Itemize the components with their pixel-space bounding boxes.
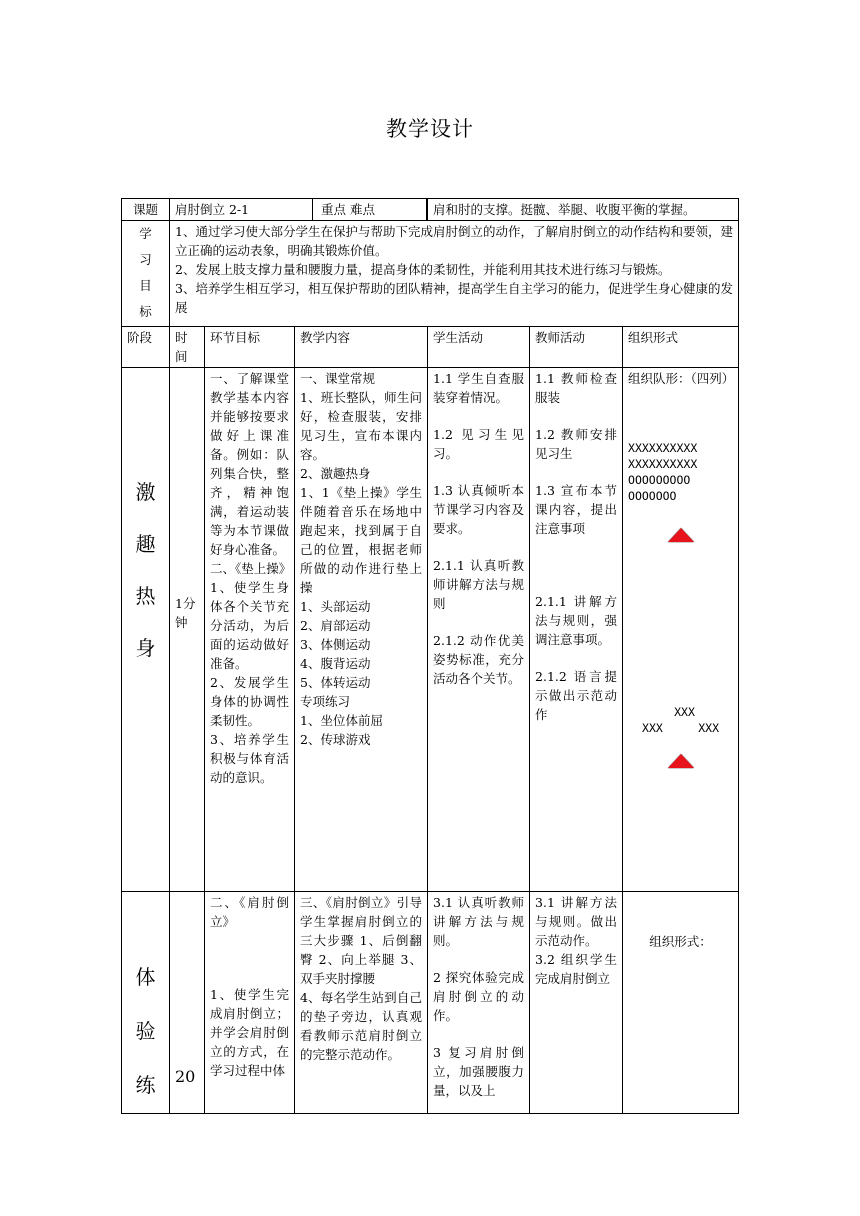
section2-teacher [530, 892, 623, 1114]
content-item: 1、1《垫上操》学生伴随着音乐在场地中跑起来，找到属于自己的位置，根据老师所做的动作进行垫上操 [300, 485, 423, 595]
student-item: 2 探究体验完成肩肘倒立的动作。 [433, 970, 525, 1023]
objective-item: 1、通过学习使大部分学生在保护与帮助下完成肩肘倒立的动作，了解肩肘倒立的动作结构和要领，建立正确的运动表象，明确其锻炼价值。 [175, 224, 734, 258]
topic-label: 课题 [122, 199, 170, 221]
content-item: 4、腹背运动 [300, 656, 371, 671]
page-title: 教学设计 [386, 117, 474, 141]
goal-item: 1、使学生完成肩肘倒立；并学会肩肘倒立的方式，在学习过程中体 [210, 987, 289, 1078]
section1-org [623, 368, 739, 892]
teacher-item: 3.2 组织学生完成肩肘倒立 [535, 952, 618, 986]
objectives-label-char: 标 [139, 304, 152, 319]
section2-stage [122, 892, 170, 1114]
objectives-text [170, 221, 739, 327]
section1-row [122, 368, 739, 892]
formation-row: OOOOOOOOO [628, 473, 691, 487]
teacher-item: 1.2 教师安排见习生 [535, 427, 618, 461]
section2-goal [205, 892, 295, 1114]
topic-value: 肩肘倒立 2-1 [170, 199, 313, 220]
content-item: 1、班长整队，师生问好，检查服装，安排见习生，宣布本课内容。 [300, 390, 423, 462]
objectives-label [122, 221, 170, 327]
formation-row: OOOOOOO [628, 489, 677, 503]
stage-char: 验 [135, 1019, 156, 1043]
teacher-item: 1.1 教师检查服装 [535, 371, 618, 405]
content-item: 三、《肩肘倒立》引导学生掌握肩肘倒立的三大步骤 1、后倒翻臀 2、向上举腿 3、双手夹肘撑腰 [300, 895, 423, 986]
objective-item: 3、培养学生相互学习，相互保护帮助的团队精神，提高学生自主学习的能力，促进学生身心健康的发展 [175, 281, 734, 315]
objectives-row [122, 221, 739, 327]
student-item: 2.1.1 认真听教师讲解方法与规则 [433, 558, 525, 611]
header-time: 时间 [170, 327, 205, 368]
header-stage: 阶段 [122, 327, 170, 368]
content-item: 2、肩部运动 [300, 618, 371, 633]
content-item: 5、体转运动 [300, 675, 371, 690]
content-item: 2、传球游戏 [300, 732, 371, 747]
student-item: 2.1.2 动作优美姿势标准，充分活动各个关节。 [433, 633, 525, 686]
content-item: 1、坐位体前屈 [300, 713, 383, 728]
content-item: 3、体侧运动 [300, 637, 371, 652]
stage-char: 体 [135, 965, 156, 989]
formation-xxx: XXX [642, 721, 663, 735]
header-org: 组织形式 [623, 327, 739, 368]
stage-char: 热 [135, 584, 156, 608]
teacher-item: 1.3 宣布本节课内容，提出注意事项 [535, 483, 618, 536]
section2-student [428, 892, 530, 1114]
teacher-triangle-icon [668, 528, 694, 542]
objective-item: 2、发展上肢支撑力量和腰腹力量，提高身体的柔韧性，并能利用其技术进行练习与锻炼。 [175, 262, 671, 277]
stage-char: 激 [135, 480, 156, 504]
teacher-item: 2.1.1 讲解方法与规则，强调注意事项。 [535, 594, 618, 647]
formation-row: XXXXXXXXXX [628, 441, 698, 455]
student-item: 3.1 认真听教师讲解方法与规则。 [433, 895, 525, 948]
student-item: 1.2 见习生见习。 [433, 427, 525, 461]
focus-label: 重点 难点 [313, 199, 427, 220]
objectives-label-char: 习 [139, 252, 152, 267]
topic-row [122, 199, 739, 221]
stage-char: 身 [135, 636, 156, 660]
content-item: 一、课堂常规 [300, 371, 376, 386]
section1-student [428, 368, 530, 892]
header-row [122, 327, 739, 368]
goal-item: 二、《肩肘倒立》 [210, 895, 289, 929]
objectives-label-char: 学 [139, 226, 152, 241]
section2-time: 20 [170, 892, 205, 1114]
content-item: 1、头部运动 [300, 599, 371, 614]
header-student: 学生活动 [428, 327, 530, 368]
section1-goal [205, 368, 295, 892]
header-teacher: 教师活动 [530, 327, 623, 368]
focus-value: 肩和肘的支撑。挺髋、举腿、收腹平衡的掌握。 [428, 199, 739, 221]
content-item: 2、激趣热身 [300, 466, 371, 481]
student-item: 1.3 认真倾听本节课学习内容及要求。 [433, 483, 525, 536]
org-label: 组织队形：（四列） [628, 371, 735, 386]
section1-teacher [530, 368, 623, 892]
lesson-table [121, 198, 739, 1114]
formation-xxx: XXX [698, 721, 720, 735]
section1-stage [122, 368, 170, 892]
stage-char: 练 [135, 1073, 156, 1097]
goal-item: 2、发展学生身体的协调性柔韧性。 [210, 675, 289, 728]
section1-time: 1分钟 [170, 368, 205, 892]
teacher-item: 3.1 讲解方法与规则。做出示范动作。 [535, 895, 618, 948]
teacher-triangle-icon [668, 754, 694, 768]
goal-item: 二、《垫上操》 [210, 561, 292, 576]
student-item: 3 复习肩肘倒立，加强腰腹力量，以及上 [433, 1045, 525, 1098]
content-item: 专项练习 [300, 694, 351, 709]
objectives-label-char: 目 [139, 278, 152, 293]
stage-char: 趣 [135, 532, 156, 556]
header-goal: 环节目标 [205, 327, 295, 368]
section1-content [295, 368, 428, 892]
content-item: 4、每名学生站到自己的垫子旁边，认真观看教师示范肩肘倒立的完整示范动作。 [300, 990, 423, 1062]
teacher-item: 2.1.2 语言提示做出示范动作 [535, 669, 618, 722]
formation-row: XXXXXXXXXX [628, 457, 698, 471]
section2-content [295, 892, 428, 1114]
formation-xxx: XXX [674, 705, 695, 719]
section2-row [122, 892, 739, 1114]
student-item: 1.1 学生自查服装穿着情况。 [433, 371, 525, 405]
goal-item: 一、了解课堂教学基本内容并能够按要求做好上课准备。例如：队列集合快，整齐，精神饱满，着运动装等为本节课做好身心准备。 [210, 371, 289, 557]
goal-item: 3、培养学生积极与体育活动的意识。 [210, 732, 289, 785]
section2-org: 组织形式： [623, 892, 739, 1114]
goal-item: 1、使学生身体各个关节充分活动，为后面的运动做好准备。 [210, 580, 289, 671]
header-content: 教学内容 [295, 327, 428, 368]
